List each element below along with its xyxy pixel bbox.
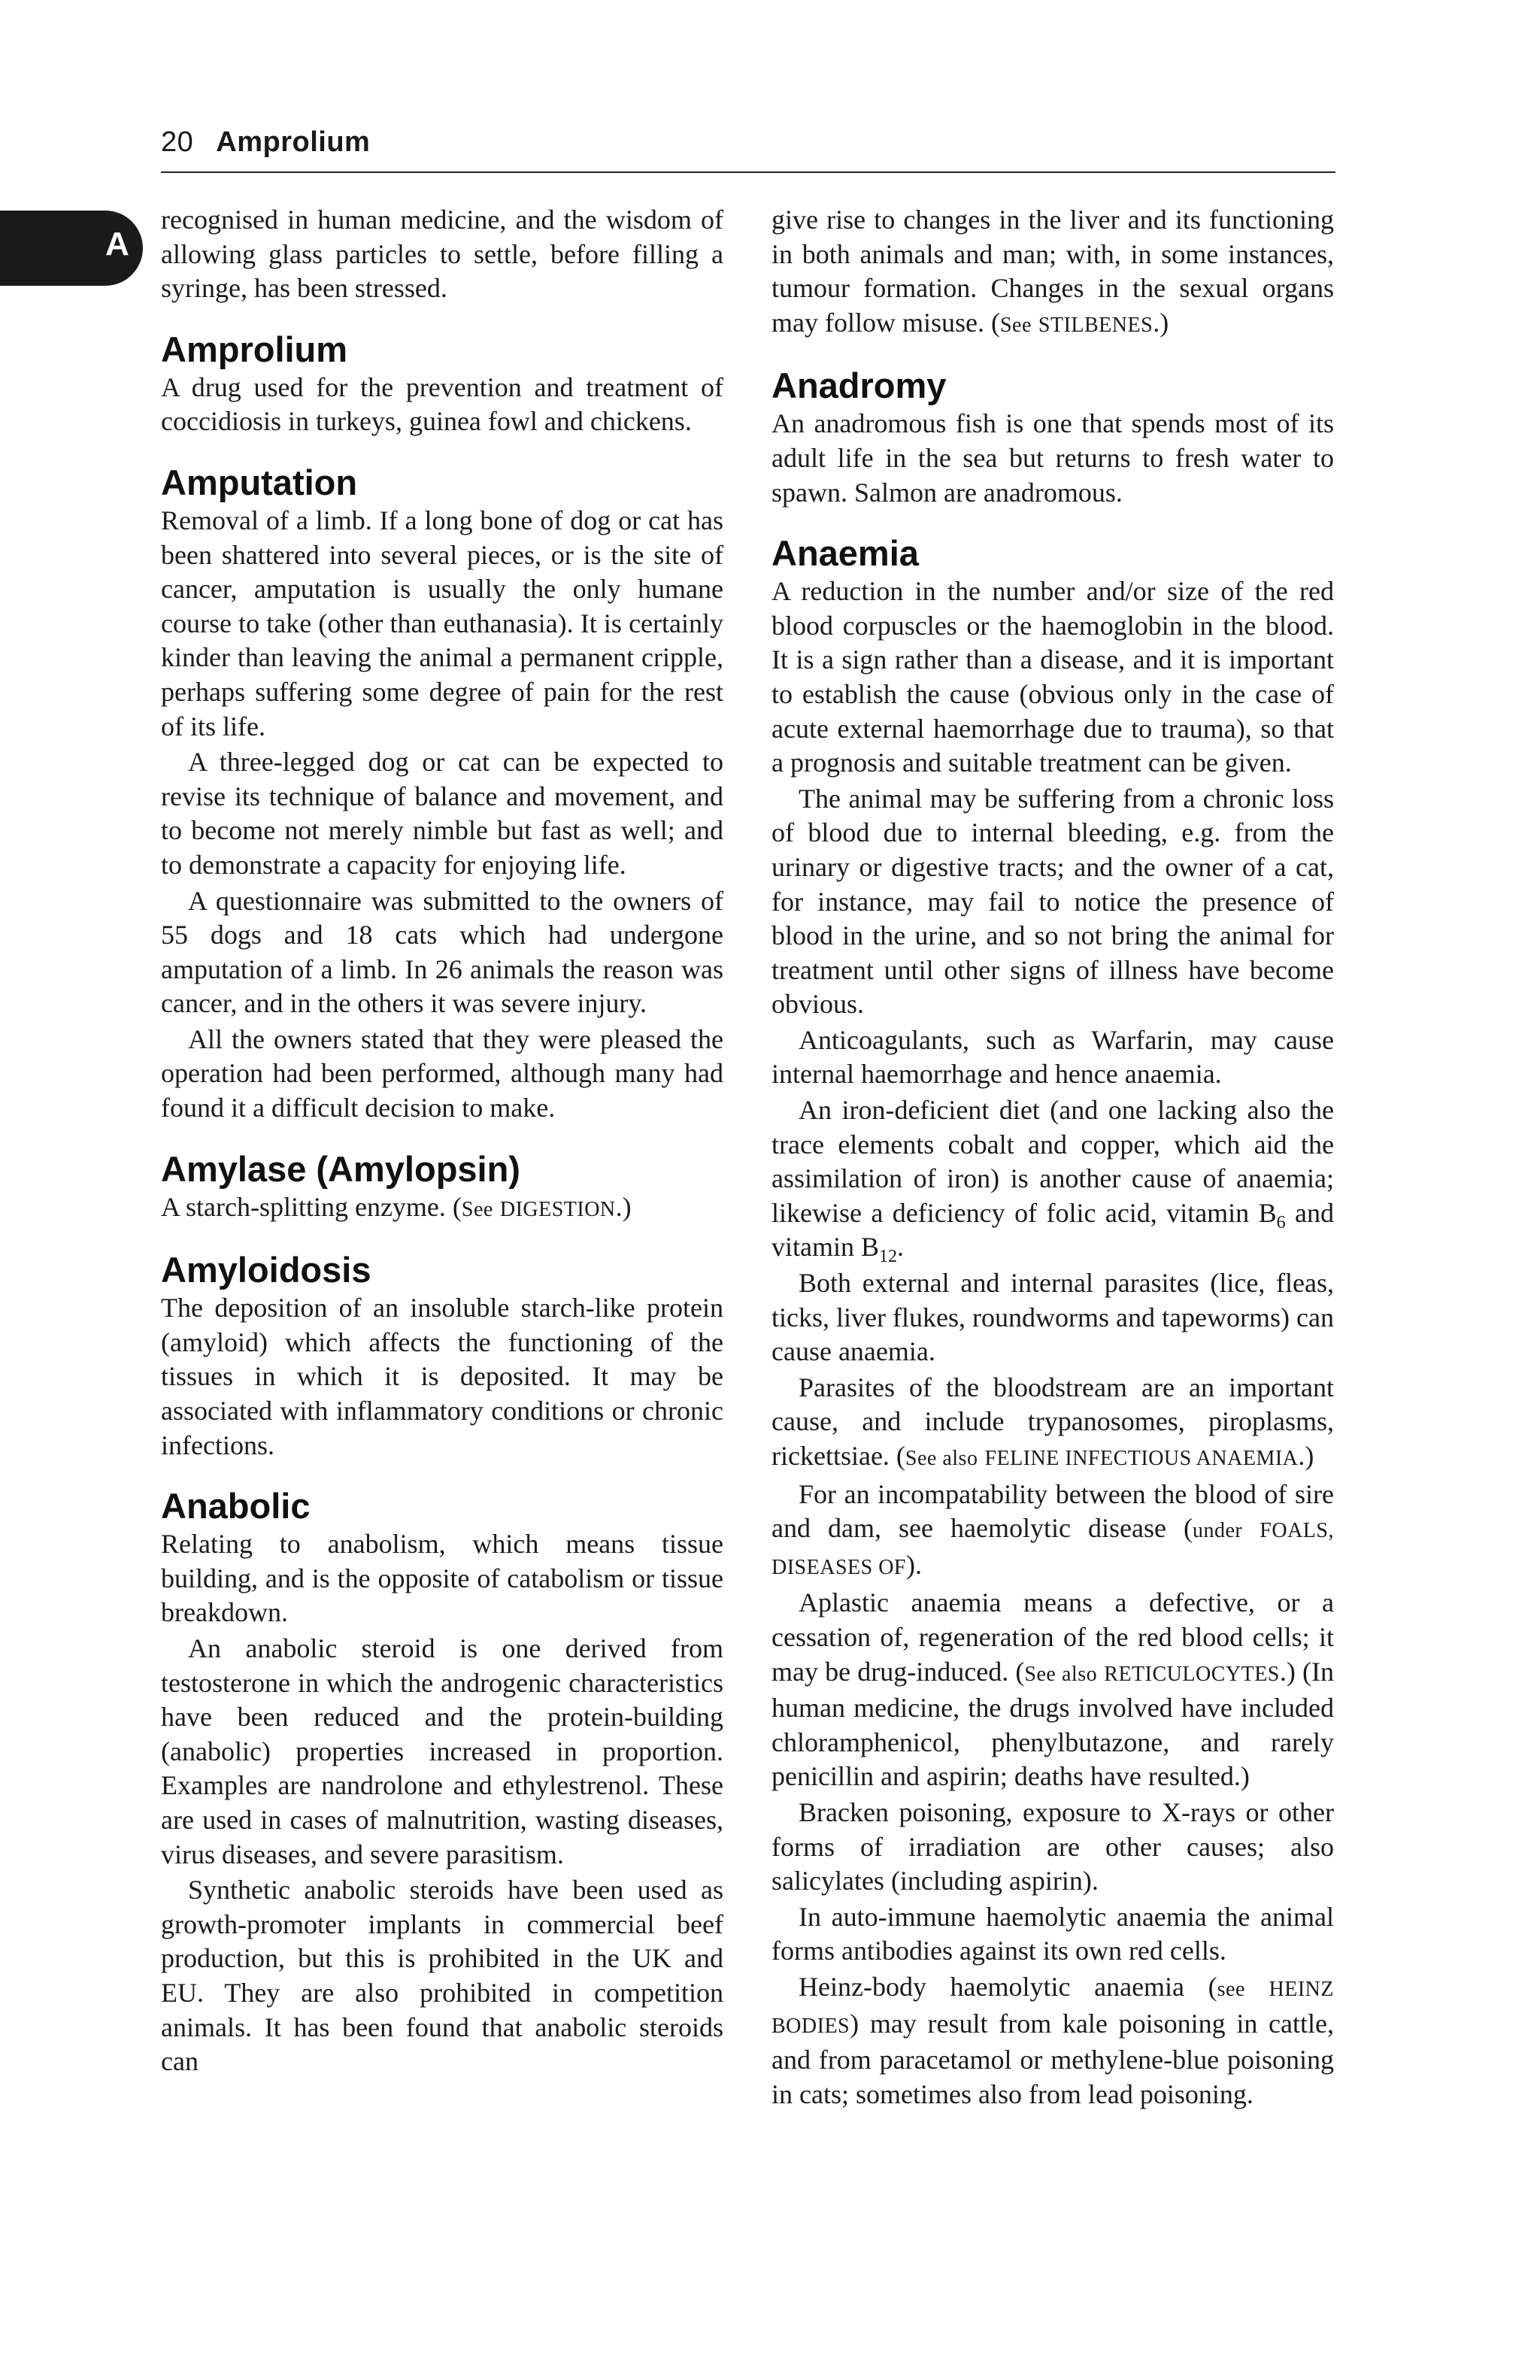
page-number: 20	[161, 126, 194, 158]
entry-text: Heinz-body haemolytic anaemia (see HEINZ BODIES) may result from kale poisoning in cattle, and from paracetamol or methylene-blue poisoning in cats; sometimes also from lead poisoning.	[772, 1971, 1335, 2109]
thumb-index-tab	[0, 211, 143, 286]
see-label: See	[461, 1197, 493, 1221]
entry-text: A starch-splitting enzyme. (See DIGESTION.)	[161, 1191, 632, 1222]
entry-heading-amputation: Amputation	[161, 462, 358, 502]
cross-reference: DIGESTION	[499, 1197, 616, 1221]
cross-reference: HEINZ BODIES	[772, 1977, 1335, 2038]
entry-heading-anabolic: Anabolic	[161, 1486, 311, 1527]
cross-reference: STILBENES	[1038, 313, 1153, 337]
entry-text: Synthetic anabolic steroids have been used as growth-promoter implants in commercial beef production, but this is prohibited in the UK and EU. They are also prohibited in competition animals. It has been found that anabolic steroids can	[161, 1875, 723, 2077]
running-head	[161, 126, 370, 159]
entry-text: In auto-immune haemolytic anaemia the animal forms antibodies against its own red cells.	[772, 1901, 1334, 1966]
entry-text: For an incompatability between the blood of sire and dam, see haemolytic disease (under FOALS, DISEASES OF).	[772, 1478, 1334, 1580]
entry-text: Removal of a limb. If a long bone of dog or cat has been shattered into several pieces, or is the site of cancer, amputation is usually the only humane course to take (other than euthanasia). It is certainly kinder than leaving the animal a permanent cripple, perhaps suffering some degree of pain for the rest of its life.	[161, 505, 723, 741]
see-label: See also	[1024, 1662, 1098, 1686]
thumb-letter: A	[105, 226, 129, 262]
cross-reference: FOALS, DISEASES OF	[772, 1519, 1334, 1579]
entry-text: A reduction in the number and/or size of the red blood corpuscles or the haemoglobin in the blood. It is a sign rather than a disease, and it is important to establish the cause (obvious only in the case of acute external haemorrhage due to trauma), so that a prognosis and suitable treatment can be given.	[772, 576, 1334, 778]
entry-text: A drug used for the prevention and treatment of coccidiosis in turkeys, guinea fowl and chickens.	[161, 371, 723, 437]
entry-text: An iron-deficient diet (and one lacking also the trace elements cobalt and copper, which aid the assimilation of iron) is another cause of anaemia; likewise a deficiency of folic acid, vitamin $B_6$ and vitamin $B_{12}$.	[772, 1095, 1334, 1267]
under-label: under	[1192, 1519, 1243, 1543]
entry-text: The deposition of an insoluble starch-like protein (amyloid) which affects the functioning of the tissues in which it is deposited. It may be associated with inflammatory conditions or chronic infections.	[161, 1293, 723, 1460]
entry-text: Parasites of the bloodstream are an important cause, and include trypanosomes, piroplasms, rickettsiae. (See also FELINE INFECTIOUS ANAEMIA.)	[772, 1372, 1334, 1471]
entry-text: Relating to anabolism, which means tissue building, and is the opposite of catabolism or tissue breakdown.	[161, 1529, 723, 1628]
entry-heading-amprolium: Amprolium	[161, 329, 348, 369]
cross-reference: RETICULOCYTES	[1104, 1662, 1280, 1686]
entry-heading-anadromy: Anadromy	[772, 365, 947, 406]
entry-text: Bracken poisoning, exposure to X-rays or other forms of irradiation are other causes; also salicylates (including aspirin).	[772, 1796, 1334, 1896]
see-label: See also	[905, 1447, 978, 1470]
entry-text: A three-legged dog or cat can be expected to revise its technique of balance and movement, and to become not merely nimble but fast as well; and to demonstrate a capacity for enjoying life.	[161, 747, 723, 880]
entry-text: Both external and internal parasites (lice, fleas, ticks, liver flukes, roundworms and tapeworms) can cause anaemia.	[772, 1268, 1334, 1367]
entry-text: An anadromous fish is one that spends most of its adult life in the sea but returns to fresh water to spawn. Salmon are anadromous.	[772, 408, 1334, 508]
cross-reference: FELINE INFECTIOUS ANAEMIA	[984, 1447, 1299, 1470]
see-label: See	[999, 313, 1032, 337]
continued-paragraph: recognised in human medicine, and the wisdom of allowing glass particles to settle, before filling a syringe, has been stressed.	[161, 205, 723, 304]
entry-text: The animal may be suffering from a chronic loss of blood due to internal bleeding, e.g. from the urinary or digestive tracts; and the owner of a cat, for instance, may fail to notice the presence of blood in the urine, and so not bring the animal for treatment until other signs of illness have become obvious.	[772, 783, 1334, 1020]
continued-paragraph: give rise to changes in the liver and its functioning in both animals and man; with, in some instances, tumour formation. Changes in the sexual organs may follow misuse. (See STILBENES.)	[772, 205, 1334, 338]
entry-text: Anticoagulants, such as Warfarin, may cause internal haemorrhage and hence anaemia.	[772, 1024, 1334, 1090]
header-rule	[161, 171, 1335, 173]
running-title: Amprolium	[216, 126, 371, 158]
entry-heading-amyloidosis: Amyloidosis	[161, 1250, 371, 1290]
right-column	[772, 203, 1334, 2112]
see-label: see	[1217, 1977, 1245, 2001]
entry-heading-amylase: Amylase (Amylopsin)	[161, 1148, 520, 1189]
entry-text: All the owners stated that they were pleased the operation had been performed, although many had found it a difficult decision to make.	[161, 1023, 723, 1123]
entry-heading-anaemia: Anaemia	[772, 533, 919, 574]
left-column	[161, 203, 723, 2079]
entry-text: An anabolic steroid is one derived from testosterone in which the androgenic characteristics have been reduced and the protein-building (anabolic) properties increased in proportion. Examples are nandrolone and ethylestrenol. These are used in cases of malnutrition, wasting diseases, virus diseases, and severe parasitism.	[161, 1633, 723, 1869]
entry-text: Aplastic anaemia means a defective, or a cessation of, regeneration of the red blood cells; it may be drug-induced. (See also RETICULOCYTES.) (In human medicine, the drugs involved have included chloramphenicol, phenylbutazone, and rarely penicillin and aspirin; deaths have resulted.)	[772, 1587, 1335, 1792]
entry-text: A questionnaire was submitted to the owners of 55 dogs and 18 cats which had undergone amputation of a limb. In 26 animals the reason was cancer, and in the others it was severe injury.	[161, 885, 723, 1019]
